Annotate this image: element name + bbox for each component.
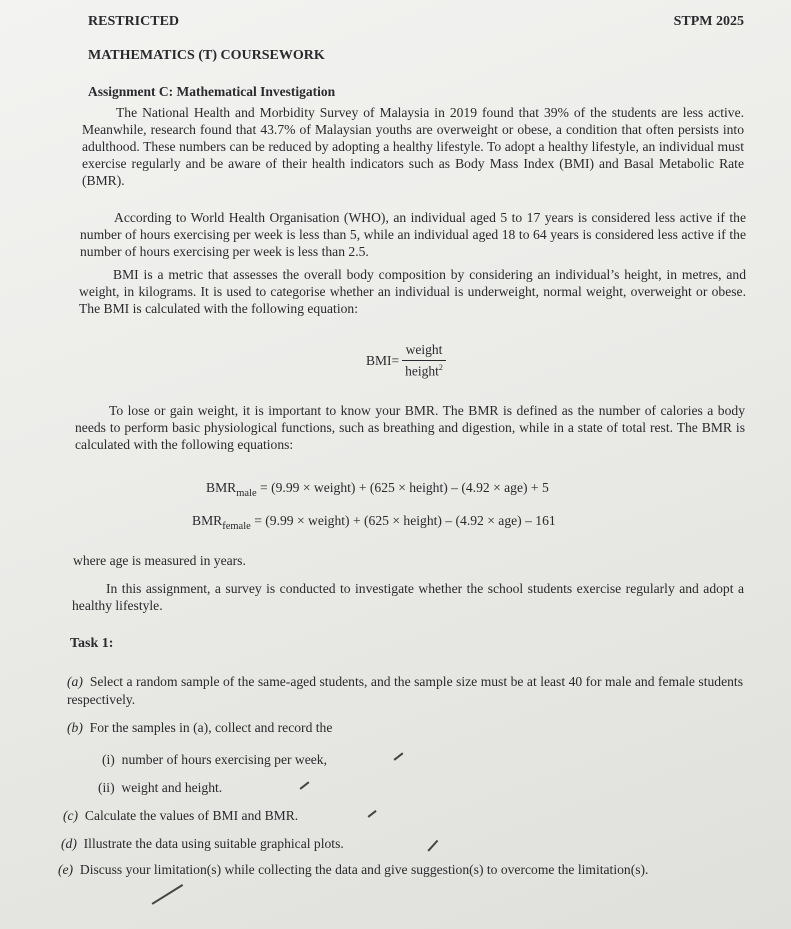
bmi-exponent: 2 [438,363,443,372]
who-paragraph: According to World Health Organisation (WHO), an individual aged 5 to 17 years is considered less active if the number of hours exercising per week is less than 5, while an individual aged 18 to 64 years is considered less active if the number of hours exercising per week is less than 2.5. [80,210,746,259]
page-header [88,14,744,30]
bmi-formula [366,342,447,380]
bmr-male-equation [206,480,549,499]
task-item-b-i [102,751,327,769]
assignment-title: Assignment C: Mathematical Investigation [88,84,336,99]
bmr-male-subscript: male [236,488,257,499]
bmi-lhs: BMI= [366,352,400,368]
task-a-marker: (a) [67,674,83,689]
task-d-text: Illustrate the data using suitable graphical plots. [83,836,344,851]
task-item-d [61,835,344,853]
task-c-text: Calculate the values of BMI and BMR. [84,808,299,823]
task-bi-text: number of hours exercising per week, [121,752,327,767]
task-item-c [63,807,298,825]
intro-paragraph: The National Health and Morbidity Survey of Malaysia in 2019 found that 39% of the students are less active. Meanwhile, research found that 43.7% of Malaysian youths are overweight or obese, a condition that often persists into adulthood. These numbers can be reduced by adopting a healthy lifestyle. To adopt a healthy lifestyle, an individual must exercise regularly and be aware of their health indicators such as Body Mass Index (BMI) and Basal Metabolic Rate (BMR). [82,105,744,188]
bmr-female-subscript: female [222,521,251,532]
task-b-marker: (b) [67,720,83,735]
tick-mark-5 [152,884,183,904]
task-c-marker: (c) [63,808,79,823]
task-title: Task 1: [70,636,114,651]
bmi-denominator: height [405,363,439,379]
task-item-a [67,673,743,709]
bmi-numerator: weight [402,342,447,361]
bmr-male-rhs: = (9.99 × weight) + (625 × height) – (4.92 × age) + 5 [260,480,549,495]
where-note: where age is measured in years. [73,553,246,568]
tick-mark-4 [427,840,437,851]
bmi-denominator-wrap [401,361,447,380]
task-b-text: For the samples in (a), collect and record the [89,720,333,735]
task-d-marker: (d) [61,836,77,851]
task-e-text: Discuss your limitation(s) while collecting the data and give suggestion(s) to overcome the limitation(s). [79,862,649,877]
bmr-paragraph: To lose or gain weight, it is important to know your BMR. The BMR is defined as the number of calories a body needs to perform basic physiological functions, such as breathing and digestion, while in a state of total rest. The BMR is calculated with the following equations: [75,403,745,452]
task-bi-marker: (i) [102,752,115,767]
classification-label: RESTRICTED [88,14,180,29]
task-item-b [67,719,743,737]
subject-title: MATHEMATICS (T) COURSEWORK [88,48,325,63]
bmr-female-equation [192,513,556,532]
tick-mark-1 [394,752,404,760]
task-bii-marker: (ii) [98,780,115,795]
bmr-male-base: BMR [206,480,237,495]
bmr-female-base: BMR [192,513,223,528]
bmr-female-rhs: = (9.99 × weight) + (625 × height) – (4.92 × age) – 161 [254,513,556,528]
task-bii-text: weight and height. [121,780,223,795]
bmi-fraction [401,342,447,380]
tick-mark-2 [300,781,310,789]
task-item-e [58,861,748,879]
task-item-b-ii [98,779,222,797]
survey-paragraph: In this assignment, a survey is conducted to investigate whether the school students exercise regularly and adopt a healthy lifestyle. [72,581,744,613]
exam-label: STPM 2025 [673,14,744,29]
task-a-text: Select a random sample of the same-aged students, and the sample size must be at least 40 for male and female students respectively. [67,674,743,707]
task-e-marker: (e) [58,862,74,877]
tick-mark-3 [368,810,377,817]
bmi-paragraph: BMI is a metric that assesses the overall body composition by considering an individual’s height, in metres, and weight, in kilograms. It is used to categorise whether an individual is underweight, normal weight, overweight or obese. The BMI is calculated with the following equation: [79,267,746,316]
